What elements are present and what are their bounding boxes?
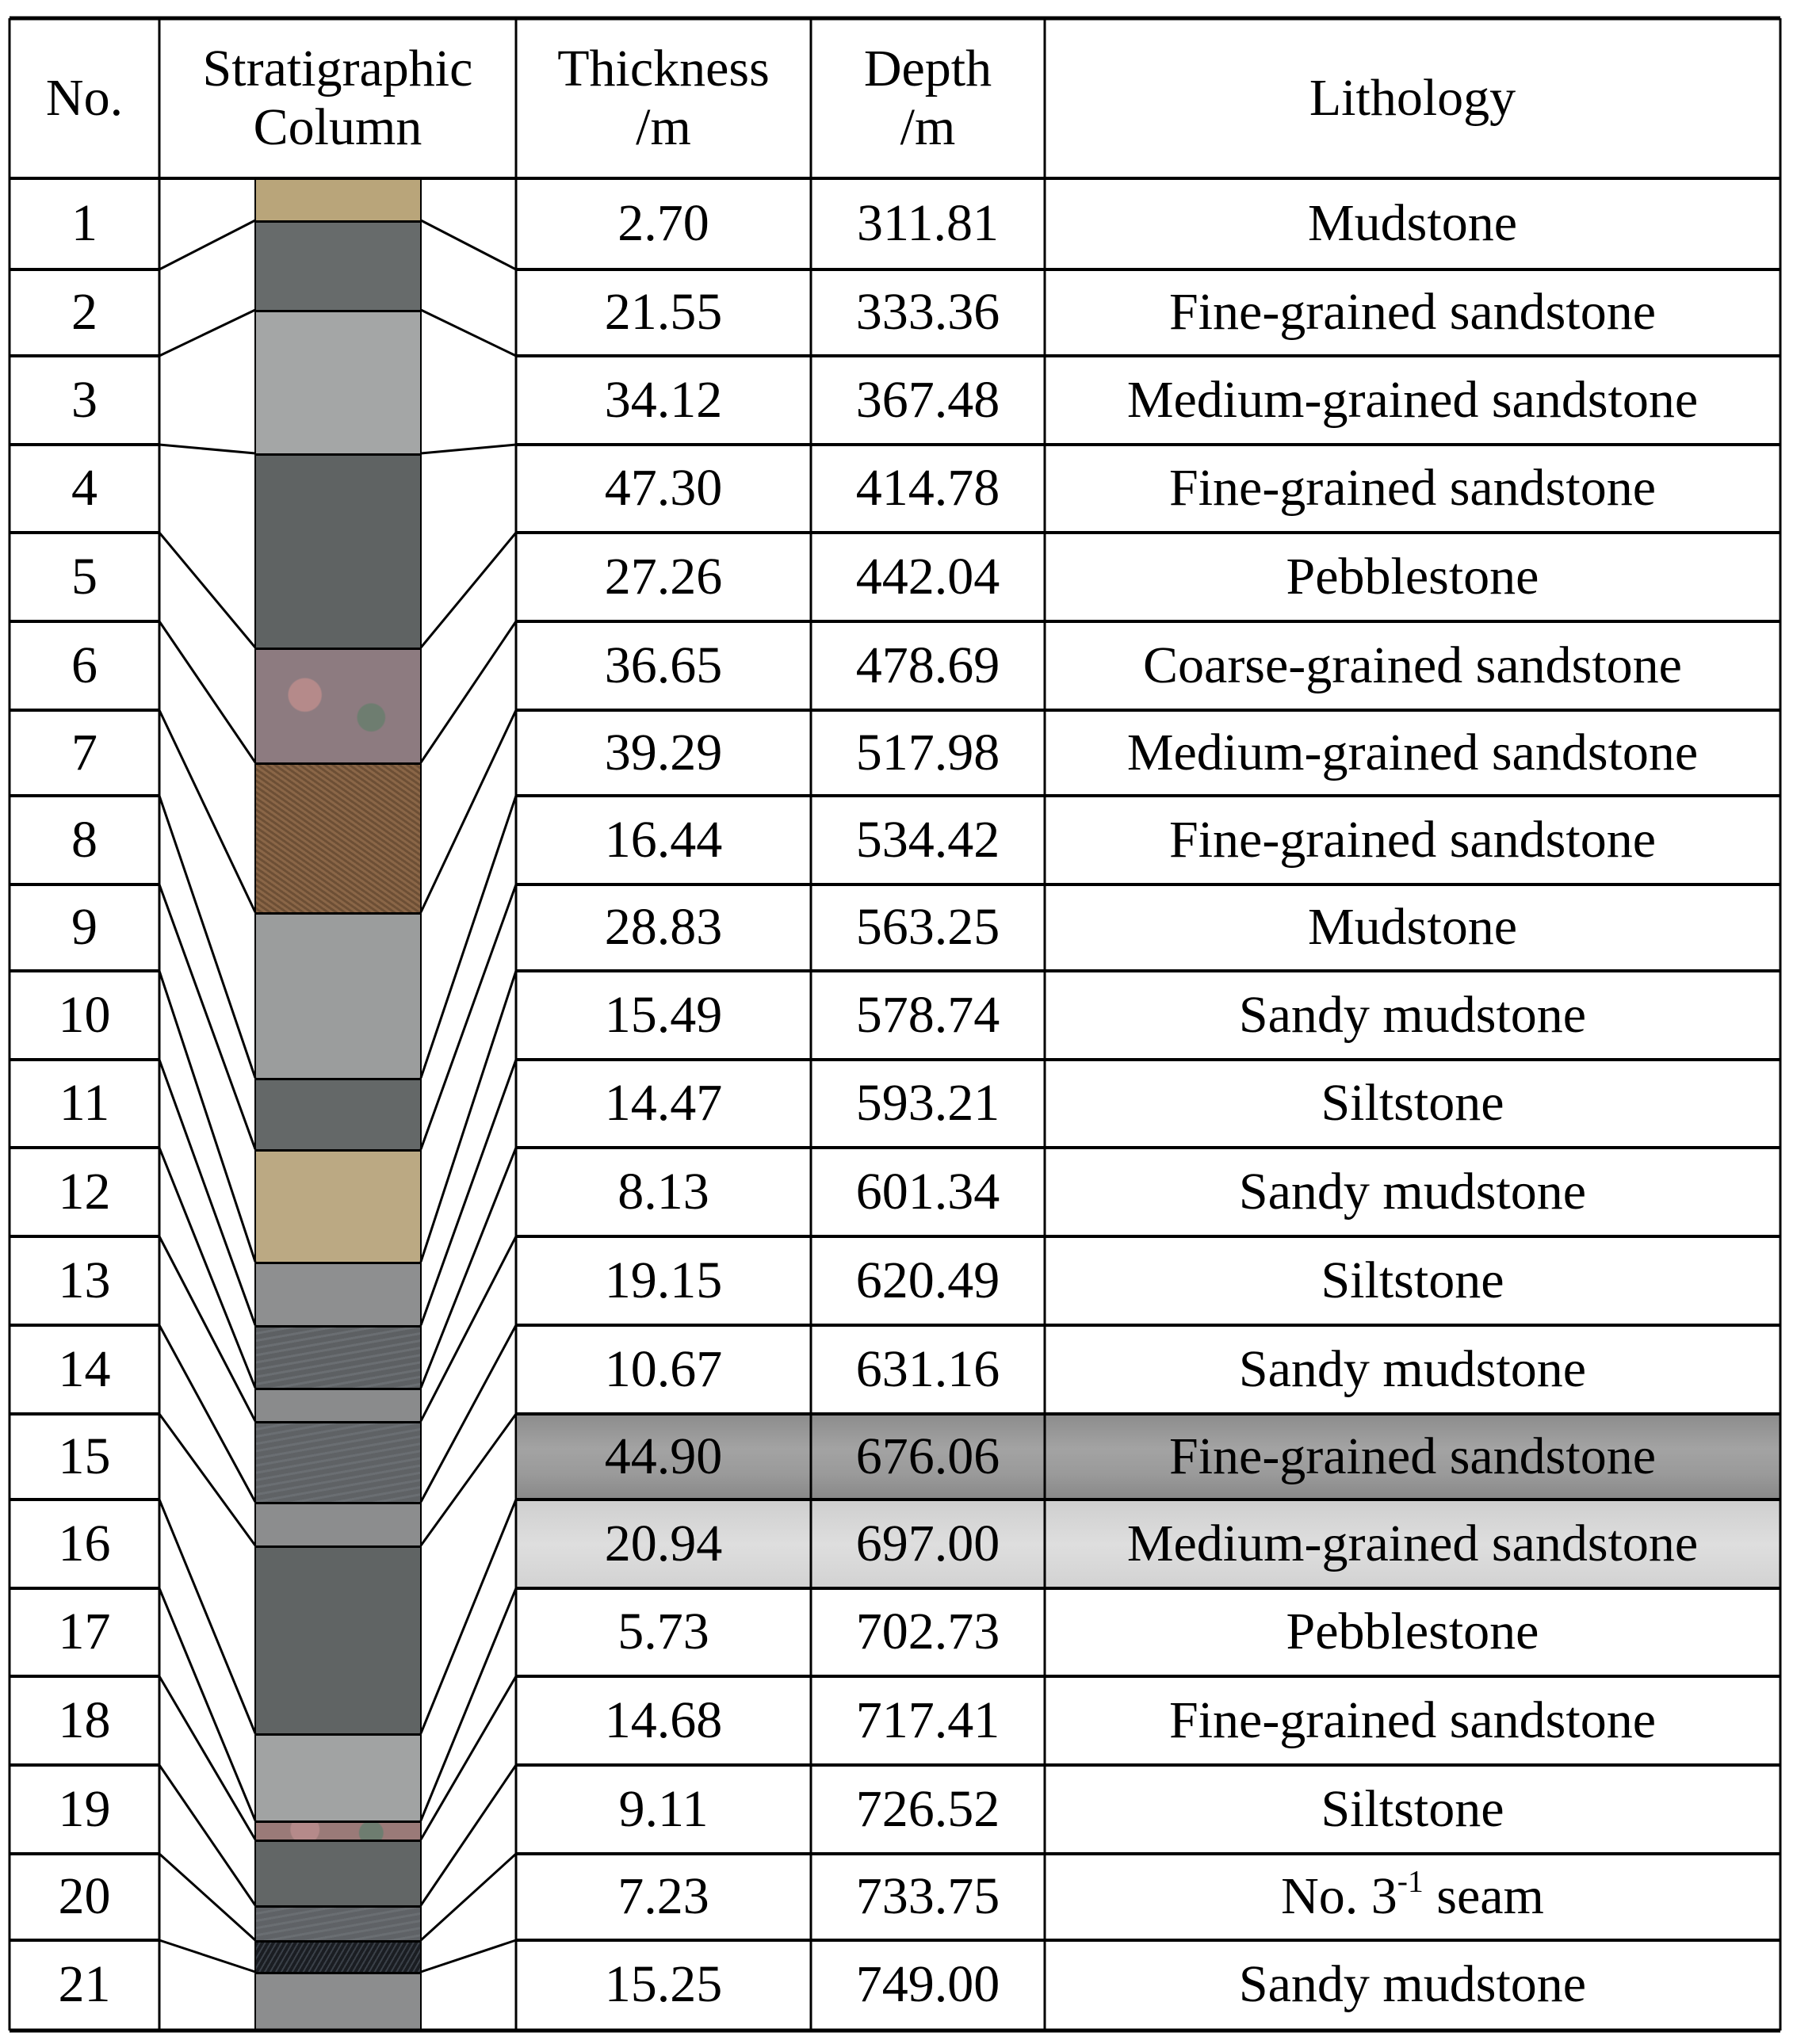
- depth-value: 593.21: [855, 1074, 1000, 1133]
- lithology-value: Mudstone: [1308, 898, 1517, 957]
- thickness-cell: [516, 971, 811, 1060]
- lithology-cell: [1045, 796, 1780, 884]
- row-number: [10, 269, 159, 356]
- thickness-cell: [516, 1765, 811, 1854]
- lithology-cell: [1045, 971, 1780, 1060]
- thickness-cell: [516, 445, 811, 533]
- header-depth: Depth /m: [863, 40, 992, 156]
- lithology-value: Sandy mudstone: [1238, 985, 1587, 1044]
- thickness-cell: [516, 621, 811, 710]
- depth-cell: [811, 178, 1045, 269]
- depth-cell: [811, 971, 1045, 1060]
- thickness-value: 20.94: [604, 1514, 723, 1572]
- row-number: [10, 621, 159, 710]
- depth-value: 726.52: [855, 1779, 1000, 1838]
- lithology-cell: [1045, 178, 1780, 269]
- lithology-value: Sandy mudstone: [1238, 1339, 1587, 1398]
- depth-cell: [811, 710, 1045, 796]
- lithology-value: Medium-grained sandstone: [1126, 370, 1699, 429]
- lithology-value: Fine-grained sandstone: [1168, 459, 1656, 518]
- thickness-value: 7.23: [617, 1867, 709, 1926]
- depth-value: 367.48: [855, 370, 1000, 429]
- depth-value: 333.36: [855, 283, 1000, 342]
- depth-cell: [811, 1854, 1045, 1940]
- depth-value: 620.49: [855, 1251, 1000, 1309]
- row-number-text: 15: [58, 1427, 111, 1485]
- lithology-value: Fine-grained sandstone: [1168, 1691, 1656, 1749]
- thickness-cell: [516, 1588, 811, 1676]
- row-number: [10, 1236, 159, 1325]
- row-number: [10, 971, 159, 1060]
- depth-cell: [811, 1676, 1045, 1765]
- row-number-text: 6: [71, 636, 97, 694]
- lithology-cell: [1045, 1940, 1780, 2029]
- row-number-text: 12: [58, 1162, 111, 1221]
- lithology-value: Pebblestone: [1286, 547, 1539, 606]
- lithology-cell: [1045, 533, 1780, 621]
- thickness-cell: [516, 1676, 811, 1765]
- lithology-value: Medium-grained sandstone: [1126, 1514, 1699, 1572]
- lithology-cell: [1045, 1414, 1780, 1500]
- depth-value: 601.34: [855, 1162, 1000, 1221]
- row-number: [10, 178, 159, 269]
- row-number-text: 8: [71, 810, 97, 869]
- row-number-text: 3: [71, 370, 97, 429]
- lithology-cell: [1045, 269, 1780, 356]
- row-number: [10, 445, 159, 533]
- depth-cell: [811, 1148, 1045, 1236]
- depth-value: 697.00: [855, 1514, 1000, 1572]
- depth-cell: [811, 356, 1045, 445]
- row-number-text: 7: [71, 723, 97, 781]
- depth-cell: [811, 884, 1045, 971]
- header-stratigraphic-column: Stratigraphic Column: [202, 40, 473, 156]
- lithology-value: Fine-grained sandstone: [1168, 810, 1656, 869]
- thickness-value: 44.90: [604, 1427, 723, 1485]
- row-number: [10, 796, 159, 884]
- row-number: [10, 1765, 159, 1854]
- thickness-value: 21.55: [604, 283, 723, 342]
- row-number: [10, 1676, 159, 1765]
- row-number: [10, 710, 159, 796]
- row-number: [10, 1500, 159, 1588]
- row-number-text: 4: [71, 459, 97, 518]
- thickness-cell: [516, 884, 811, 971]
- header-no: No.: [45, 69, 124, 128]
- row-number: [10, 1854, 159, 1940]
- thickness-value: 8.13: [617, 1162, 709, 1221]
- lithology-cell: [1045, 621, 1780, 710]
- depth-value: 578.74: [855, 985, 1000, 1044]
- row-number-text: 10: [58, 985, 111, 1044]
- depth-cell: [811, 445, 1045, 533]
- depth-cell: [811, 1060, 1045, 1148]
- row-number-text: 19: [58, 1779, 111, 1838]
- row-number: [10, 356, 159, 445]
- depth-value: 702.73: [855, 1603, 1000, 1661]
- thickness-cell: [516, 178, 811, 269]
- row-number-text: 17: [58, 1603, 111, 1661]
- depth-cell: [811, 621, 1045, 710]
- row-number: [10, 1588, 159, 1676]
- lithology-cell: [1045, 1325, 1780, 1414]
- depth-cell: [811, 1940, 1045, 2029]
- thickness-value: 5.73: [617, 1603, 709, 1661]
- lithology-value: Fine-grained sandstone: [1168, 1427, 1656, 1485]
- lithology-value: Fine-grained sandstone: [1168, 283, 1656, 342]
- row-number: [10, 1940, 159, 2029]
- depth-cell: [811, 1325, 1045, 1414]
- row-number: [10, 1325, 159, 1414]
- row-number: [10, 1414, 159, 1500]
- thickness-cell: [516, 796, 811, 884]
- depth-value: 414.78: [855, 459, 1000, 518]
- depth-value: 478.69: [855, 636, 1000, 694]
- lithology-cell: [1045, 710, 1780, 796]
- row-number-text: 13: [58, 1251, 111, 1309]
- lithology-cell: [1045, 1500, 1780, 1588]
- thickness-value: 47.30: [604, 459, 723, 518]
- depth-cell: [811, 1414, 1045, 1500]
- row-number: [10, 1148, 159, 1236]
- depth-cell: [811, 533, 1045, 621]
- thickness-value: 2.70: [617, 194, 709, 253]
- thickness-cell: [516, 1325, 811, 1414]
- row-number-text: 9: [71, 898, 97, 957]
- thickness-value: 27.26: [604, 547, 723, 606]
- lithology-cell: [1045, 1676, 1780, 1765]
- thickness-value: 34.12: [604, 370, 723, 429]
- thickness-value: 28.83: [604, 898, 723, 957]
- lithology-cell: [1045, 445, 1780, 533]
- thickness-cell: [516, 710, 811, 796]
- row-number-text: 16: [58, 1514, 111, 1572]
- lithology-value: Siltstone: [1321, 1074, 1504, 1133]
- depth-value: 717.41: [855, 1691, 1000, 1749]
- row-number-text: 5: [71, 547, 97, 606]
- lithology-value: Medium-grained sandstone: [1126, 723, 1699, 781]
- header-thickness: Thickness /m: [557, 40, 770, 156]
- thickness-cell: [516, 269, 811, 356]
- thickness-cell: [516, 1236, 811, 1325]
- row-number-text: 1: [71, 194, 97, 253]
- depth-value: 631.16: [855, 1339, 1000, 1398]
- thickness-value: 15.25: [604, 1954, 723, 2013]
- row-number: [10, 1060, 159, 1148]
- lithology-cell: [1045, 1765, 1780, 1854]
- lithology-value: No. $3^{-1}$ seam: [1281, 1863, 1544, 1926]
- header-lithology: Lithology: [1309, 69, 1516, 128]
- depth-cell: [811, 796, 1045, 884]
- lithology-cell: [1045, 884, 1780, 971]
- thickness-cell: [516, 1414, 811, 1500]
- depth-value: 517.98: [855, 723, 1000, 781]
- depth-value: 534.42: [855, 810, 1000, 869]
- thickness-cell: [516, 1854, 811, 1940]
- thickness-value: 14.68: [604, 1691, 723, 1749]
- thickness-cell: [516, 1940, 811, 2029]
- row-number-text: 21: [58, 1954, 111, 2013]
- lithology-value: Sandy mudstone: [1238, 1954, 1587, 2013]
- lithology-cell: [1045, 1854, 1780, 1940]
- depth-value: 311.81: [856, 194, 1000, 253]
- depth-cell: [811, 1236, 1045, 1325]
- depth-value: 563.25: [855, 898, 1000, 957]
- depth-value: 733.75: [855, 1867, 1000, 1926]
- lithology-value: Siltstone: [1321, 1251, 1504, 1309]
- depth-cell: [811, 1765, 1045, 1854]
- thickness-value: 9.11: [618, 1779, 709, 1838]
- lithology-cell: [1045, 1588, 1780, 1676]
- row-number-text: 11: [59, 1074, 110, 1133]
- thickness-value: 16.44: [604, 810, 723, 869]
- depth-value: 676.06: [855, 1427, 1000, 1485]
- thickness-value: 15.49: [604, 985, 723, 1044]
- thickness-value: 19.15: [604, 1251, 723, 1309]
- row-number-text: 14: [58, 1339, 111, 1398]
- lithology-cell: [1045, 356, 1780, 445]
- depth-value: 442.04: [855, 547, 1000, 606]
- depth-value: 749.00: [855, 1954, 1000, 2013]
- depth-cell: [811, 1500, 1045, 1588]
- thickness-cell: [516, 356, 811, 445]
- depth-cell: [811, 1588, 1045, 1676]
- thickness-value: 14.47: [604, 1074, 723, 1133]
- row-number: [10, 884, 159, 971]
- lithology-value: Pebblestone: [1286, 1603, 1539, 1661]
- thickness-value: 39.29: [604, 723, 723, 781]
- thickness-value: 36.65: [604, 636, 723, 694]
- lithology-value: Sandy mudstone: [1238, 1162, 1587, 1221]
- depth-cell: [811, 269, 1045, 356]
- row-number-text: 20: [58, 1867, 111, 1926]
- lithology-value: Coarse-grained sandstone: [1143, 636, 1682, 694]
- lithology-value: Siltstone: [1321, 1779, 1504, 1838]
- lithology-cell: [1045, 1148, 1780, 1236]
- lithology-cell: [1045, 1236, 1780, 1325]
- thickness-value: 10.67: [604, 1339, 723, 1398]
- thickness-cell: [516, 533, 811, 621]
- lithology-value: Mudstone: [1308, 194, 1517, 253]
- lithology-cell: [1045, 1060, 1780, 1148]
- row-number: [10, 533, 159, 621]
- thickness-cell: [516, 1148, 811, 1236]
- row-number-text: 18: [58, 1691, 111, 1749]
- thickness-cell: [516, 1060, 811, 1148]
- thickness-cell: [516, 1500, 811, 1588]
- row-number-text: 2: [71, 283, 97, 342]
